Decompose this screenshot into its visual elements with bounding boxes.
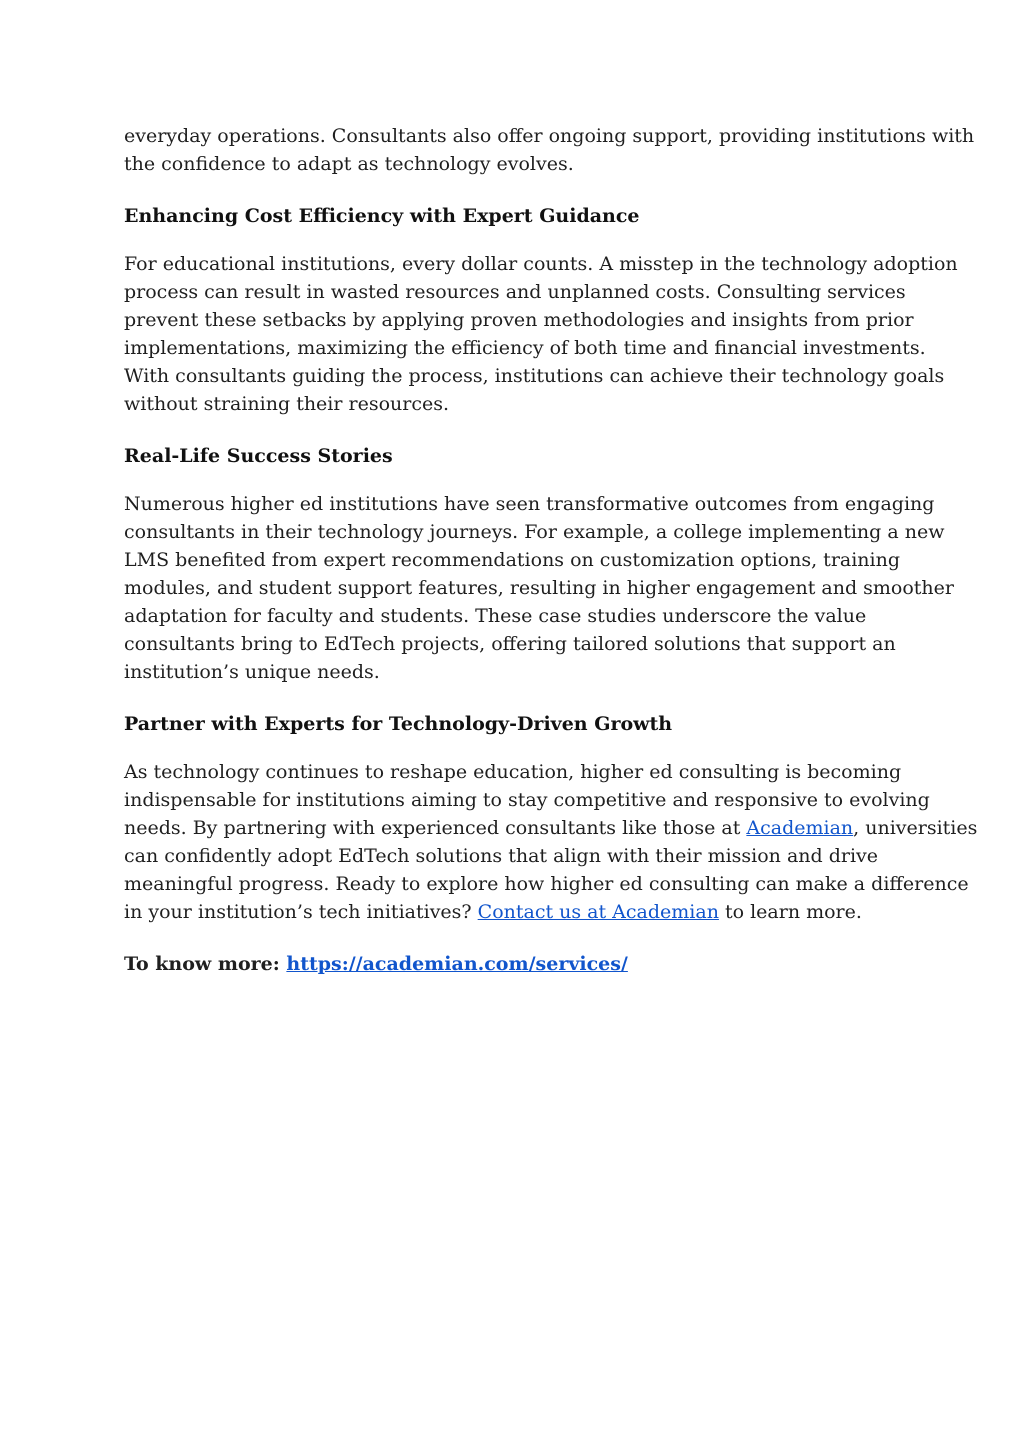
text-line: consultants bring to EdTech projects, offering tailored solutions that support an bbox=[124, 633, 896, 655]
text-line: institution’s unique needs. bbox=[124, 661, 380, 683]
text-line: can confidently adopt EdTech solutions that align with their mission and drive bbox=[124, 845, 879, 867]
text-line: everyday operations. Consultants also offer ongoing support, providing institutions with bbox=[124, 125, 975, 147]
text-line: indispensable for institutions aiming to stay competitive and responsive to evolving bbox=[124, 789, 930, 811]
intro-paragraph bbox=[124, 122, 975, 178]
success-stories-paragraph bbox=[124, 490, 954, 686]
section-heading-partner: Partner with Experts for Technology-Driven Growth bbox=[124, 713, 673, 735]
text-line bbox=[124, 898, 914, 926]
text-line: without straining their resources. bbox=[124, 393, 450, 415]
text-line: For educational institutions, every dollar counts. A misstep in the technology adoption bbox=[124, 253, 958, 275]
document-page bbox=[124, 122, 978, 978]
know-more-label: To know more: bbox=[124, 953, 287, 975]
section-heading-success-stories: Real-Life Success Stories bbox=[124, 445, 393, 467]
partner-paragraph bbox=[124, 758, 978, 926]
cost-efficiency-paragraph bbox=[124, 250, 958, 418]
text-fragment: needs. By partnering with experienced consultants like those at bbox=[124, 817, 747, 839]
text-line: meaningful progress. Ready to explore how higher ed consulting can make a difference bbox=[124, 873, 969, 895]
contact-us-link[interactable]: Contact us at Academian bbox=[477, 901, 719, 923]
text-line: process can result in wasted resources and unplanned costs. Consulting services bbox=[124, 281, 906, 303]
text-line: consultants in their technology journeys. For example, a college implementing a new bbox=[124, 521, 945, 543]
text-fragment: to learn more. bbox=[718, 901, 862, 923]
text-fragment: , universities bbox=[853, 817, 978, 839]
text-line: adaptation for faculty and students. These case studies underscore the value bbox=[124, 605, 867, 627]
text-line: As technology continues to reshape education, higher ed consulting is becoming bbox=[124, 761, 902, 783]
services-url-link[interactable]: https://academian.com/services/ bbox=[286, 953, 628, 975]
text-fragment: in your institution’s tech initiatives? bbox=[124, 901, 478, 923]
text-line: prevent these setbacks by applying proven methodologies and insights from prior bbox=[124, 309, 914, 331]
text-line: the confidence to adapt as technology evolves. bbox=[124, 153, 574, 175]
academian-link[interactable]: Academian bbox=[746, 817, 854, 839]
know-more-line bbox=[124, 950, 914, 978]
text-line: modules, and student support features, resulting in higher engagement and smoother bbox=[124, 577, 954, 599]
text-line: LMS benefited from expert recommendations on customization options, training bbox=[124, 549, 901, 571]
text-line bbox=[124, 814, 978, 842]
text-line: Numerous higher ed institutions have seen transformative outcomes from engaging bbox=[124, 493, 935, 515]
section-heading-cost-efficiency: Enhancing Cost Efficiency with Expert Guidance bbox=[124, 205, 640, 227]
text-line: implementations, maximizing the efficiency of both time and financial investments. bbox=[124, 337, 926, 359]
text-line: With consultants guiding the process, institutions can achieve their technology goals bbox=[124, 365, 945, 387]
